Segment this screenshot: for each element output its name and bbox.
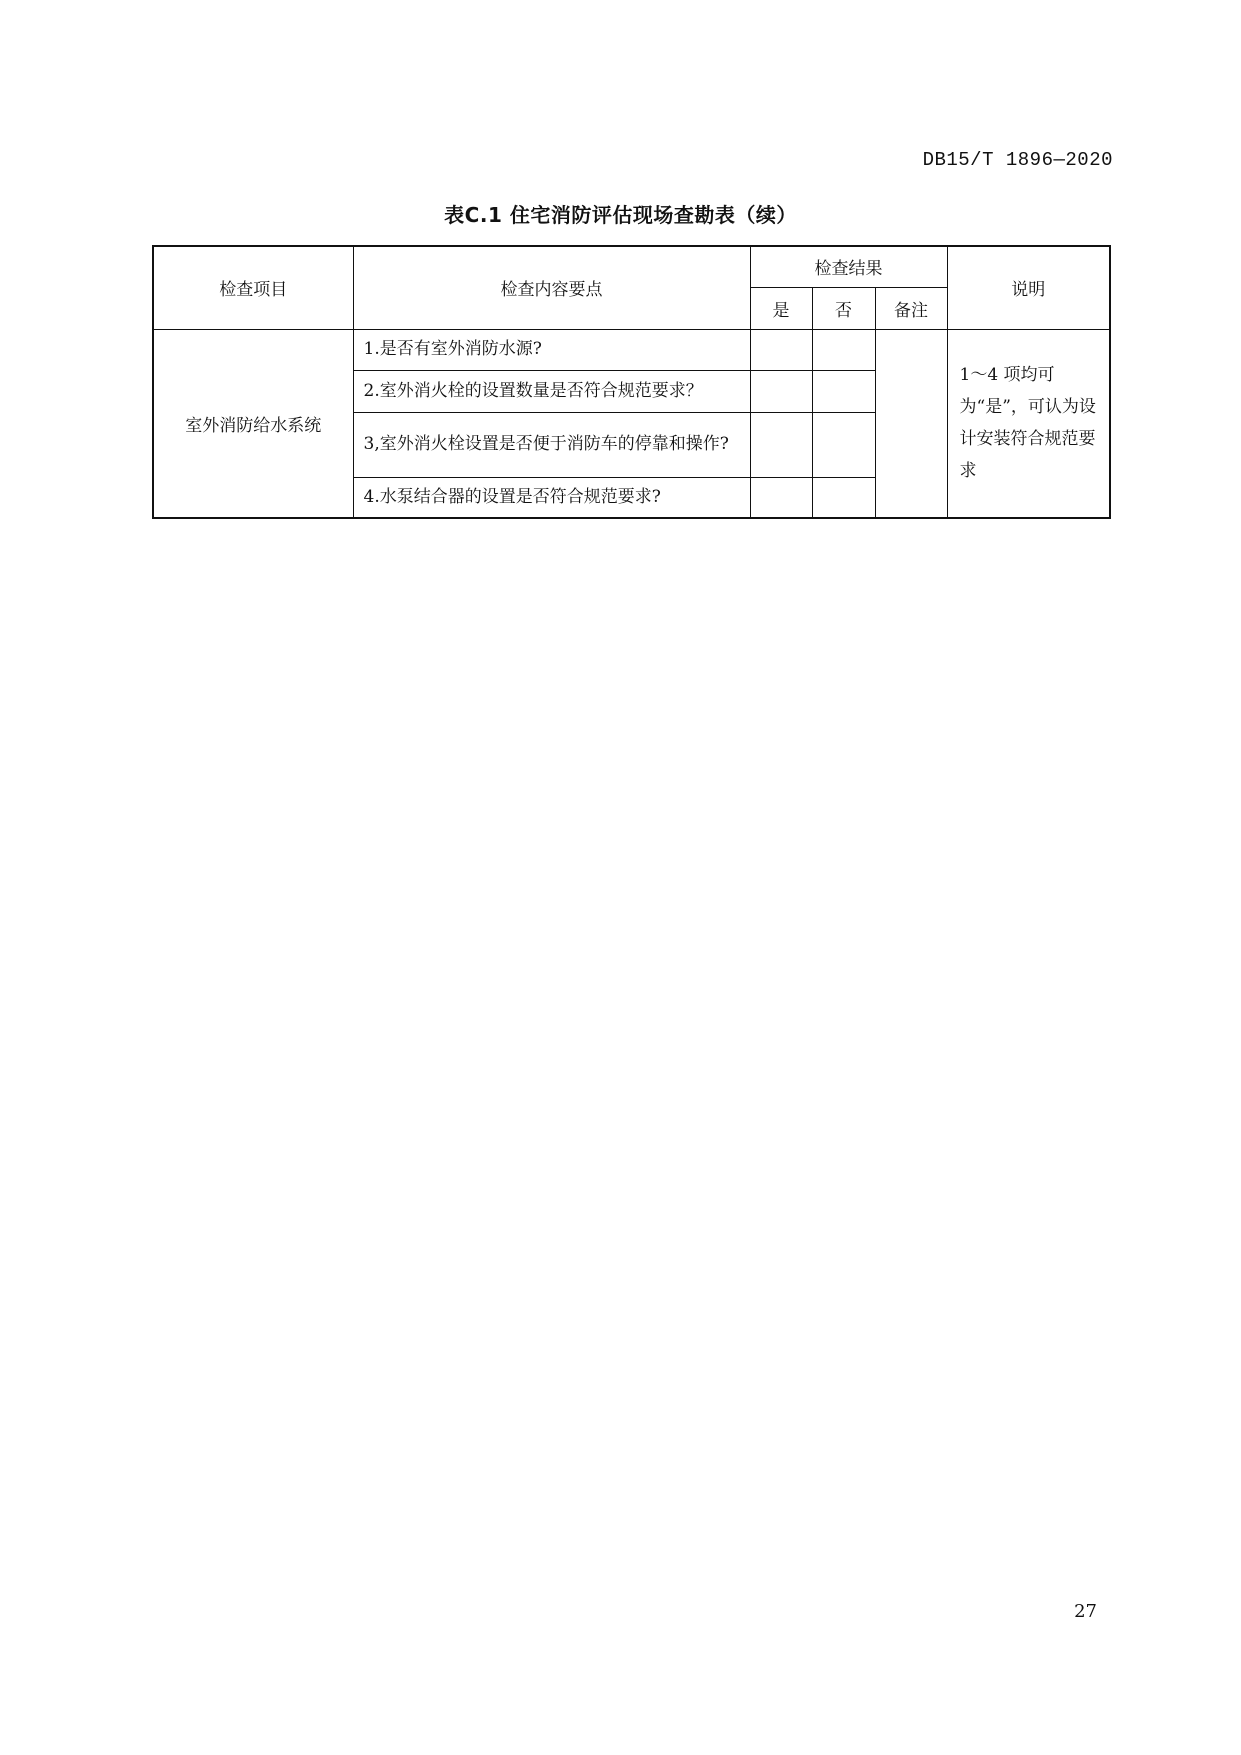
project-name-cell: 室外消防给水系统 <box>153 329 353 518</box>
header-project: 检查项目 <box>153 246 353 329</box>
no-cell-4[interactable] <box>812 477 875 518</box>
table-row <box>153 329 1110 370</box>
yes-cell-1[interactable] <box>750 329 812 370</box>
header-note: 说明 <box>947 246 1110 329</box>
check-item-4: 4.水泵结合器的设置是否符合规范要求? <box>353 477 750 518</box>
header-no: 否 <box>812 287 875 329</box>
header-remark: 备注 <box>875 287 947 329</box>
yes-cell-3[interactable] <box>750 412 812 477</box>
no-cell-2[interactable] <box>812 370 875 412</box>
table-title: 表C.1 住宅消防评估现场查勘表（续） <box>444 203 797 227</box>
no-cell-1[interactable] <box>812 329 875 370</box>
note-cell: 1～4 项均可为“是”，可认为设计安装符合规范要求 <box>947 329 1110 518</box>
document-code: DB15/T 1896—2020 <box>922 149 1113 171</box>
header-result: 检查结果 <box>750 246 947 287</box>
check-item-3: 3,室外消火栓设置是否便于消防车的停靠和操作? <box>353 412 750 477</box>
page-number: 27 <box>1074 1601 1097 1622</box>
inspection-table <box>152 245 1111 519</box>
check-item-1: 1.是否有室外消防水源? <box>353 329 750 370</box>
remark-cell[interactable] <box>875 329 947 518</box>
header-content: 检查内容要点 <box>353 246 750 329</box>
yes-cell-4[interactable] <box>750 477 812 518</box>
no-cell-3[interactable] <box>812 412 875 477</box>
header-yes: 是 <box>750 287 812 329</box>
yes-cell-2[interactable] <box>750 370 812 412</box>
check-item-2: 2.室外消火栓的设置数量是否符合规范要求？ <box>353 370 750 412</box>
